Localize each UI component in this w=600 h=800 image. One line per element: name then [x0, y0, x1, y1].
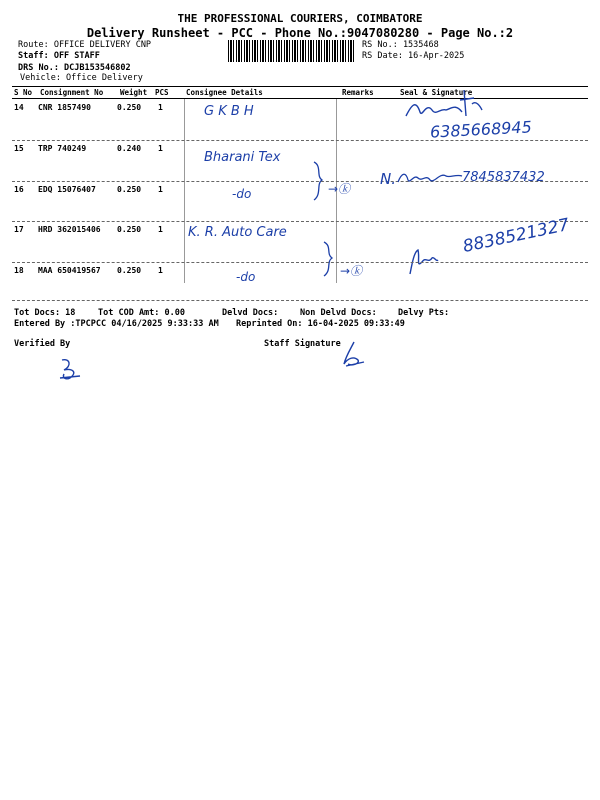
barcode-image [228, 40, 356, 62]
row-consignment: HRD 362015406 [38, 225, 101, 234]
consignee-column-rule [184, 99, 185, 283]
handwritten-mark: →ⓚ [328, 182, 351, 196]
col-remarks: Remarks [342, 88, 374, 97]
row-sno: 18 [14, 266, 24, 275]
receiver-signature [396, 164, 466, 188]
handwritten-mark: →ⓚ [340, 264, 363, 278]
brace-mark [322, 240, 336, 280]
route-label: Route: OFFICE DELIVERY CNP [18, 40, 152, 50]
col-consignment: Consignment No [40, 88, 104, 97]
row-consignment: EDQ 15076407 [38, 185, 96, 194]
row-weight: 0.240 [117, 144, 142, 153]
total-cod-amount: Tot COD Amt: 0.00 [98, 308, 185, 318]
row-pcs: 1 [158, 144, 163, 153]
handwritten-consignee: K. R. Auto Care [188, 225, 287, 240]
row-consignment: MAA 650419567 [38, 266, 101, 275]
verifier-signature [58, 356, 84, 382]
delivery-points: Delvy Pts: [398, 308, 450, 318]
row-divider [12, 300, 588, 301]
staff-signature [340, 340, 366, 368]
row-pcs: 1 [158, 266, 163, 275]
total-docs: Tot Docs: 18 [14, 308, 76, 318]
row-consignment: TRP 740249 [38, 144, 87, 153]
row-sno: 16 [14, 185, 24, 194]
handwritten-phone: 7845837432 [462, 170, 545, 185]
handwritten-consignee: Bharani Tex [204, 150, 281, 165]
row-pcs: 1 [158, 185, 163, 194]
vehicle-label: Vehicle: Office Delivery [20, 73, 143, 83]
row-sno: 15 [14, 144, 24, 153]
col-pcs: PCS [155, 88, 169, 97]
rs-number: RS No.: 1535468 [362, 40, 439, 50]
rs-date: RS Date: 16-Apr-2025 [362, 51, 465, 61]
handwritten-remarks: N. [380, 170, 396, 188]
entered-by: Entered By :TPCPCC 04/16/2025 9:33:33 AM [14, 319, 219, 329]
receiver-signature [406, 244, 440, 278]
col-seal-signature: Seal & Signature [400, 88, 473, 97]
handwritten-ditto: -do [232, 187, 252, 201]
runsheet-subtitle: Delivery Runsheet - PCC - Phone No.:9047080280 - Page No.:2 [86, 26, 514, 40]
reprinted-on: Reprinted On: 16-04-2025 09:33:49 [236, 319, 405, 329]
delivered-docs: Delvd Docs: [222, 308, 279, 318]
row-sno: 14 [14, 103, 24, 112]
row-consignment: CNR 1857490 [38, 103, 91, 112]
handwritten-phone: 6385668945 [429, 117, 533, 142]
col-weight: Weight [120, 88, 148, 97]
col-consignee: Consignee Details [186, 88, 263, 97]
row-pcs: 1 [158, 103, 163, 112]
row-divider [12, 140, 588, 141]
non-delivered-docs: Non Delvd Docs: [300, 308, 377, 318]
table-top-rule [12, 86, 588, 87]
verified-by-label: Verified By [14, 339, 71, 349]
row-divider [12, 221, 588, 222]
handwritten-ditto: -do [236, 270, 256, 284]
row-weight: 0.250 [117, 266, 142, 275]
table-header-rule [12, 98, 588, 99]
company-title: THE PROFESSIONAL COURIERS, COIMBATORE [177, 12, 423, 25]
drs-number: DRS No.: DCJB153546802 [18, 63, 131, 73]
handwritten-phone: 8838521327 [461, 214, 572, 258]
row-divider [12, 262, 588, 263]
brace-mark [312, 160, 326, 204]
row-pcs: 1 [158, 225, 163, 234]
handwritten-consignee: G K B H [204, 104, 254, 119]
row-weight: 0.250 [117, 225, 142, 234]
staff-signature-label: Staff Signature [264, 339, 341, 349]
row-weight: 0.250 [117, 103, 142, 112]
row-weight: 0.250 [117, 185, 142, 194]
col-sno: S No [14, 88, 33, 97]
row-sno: 17 [14, 225, 24, 234]
staff-label: Staff: OFF STAFF [18, 51, 100, 61]
